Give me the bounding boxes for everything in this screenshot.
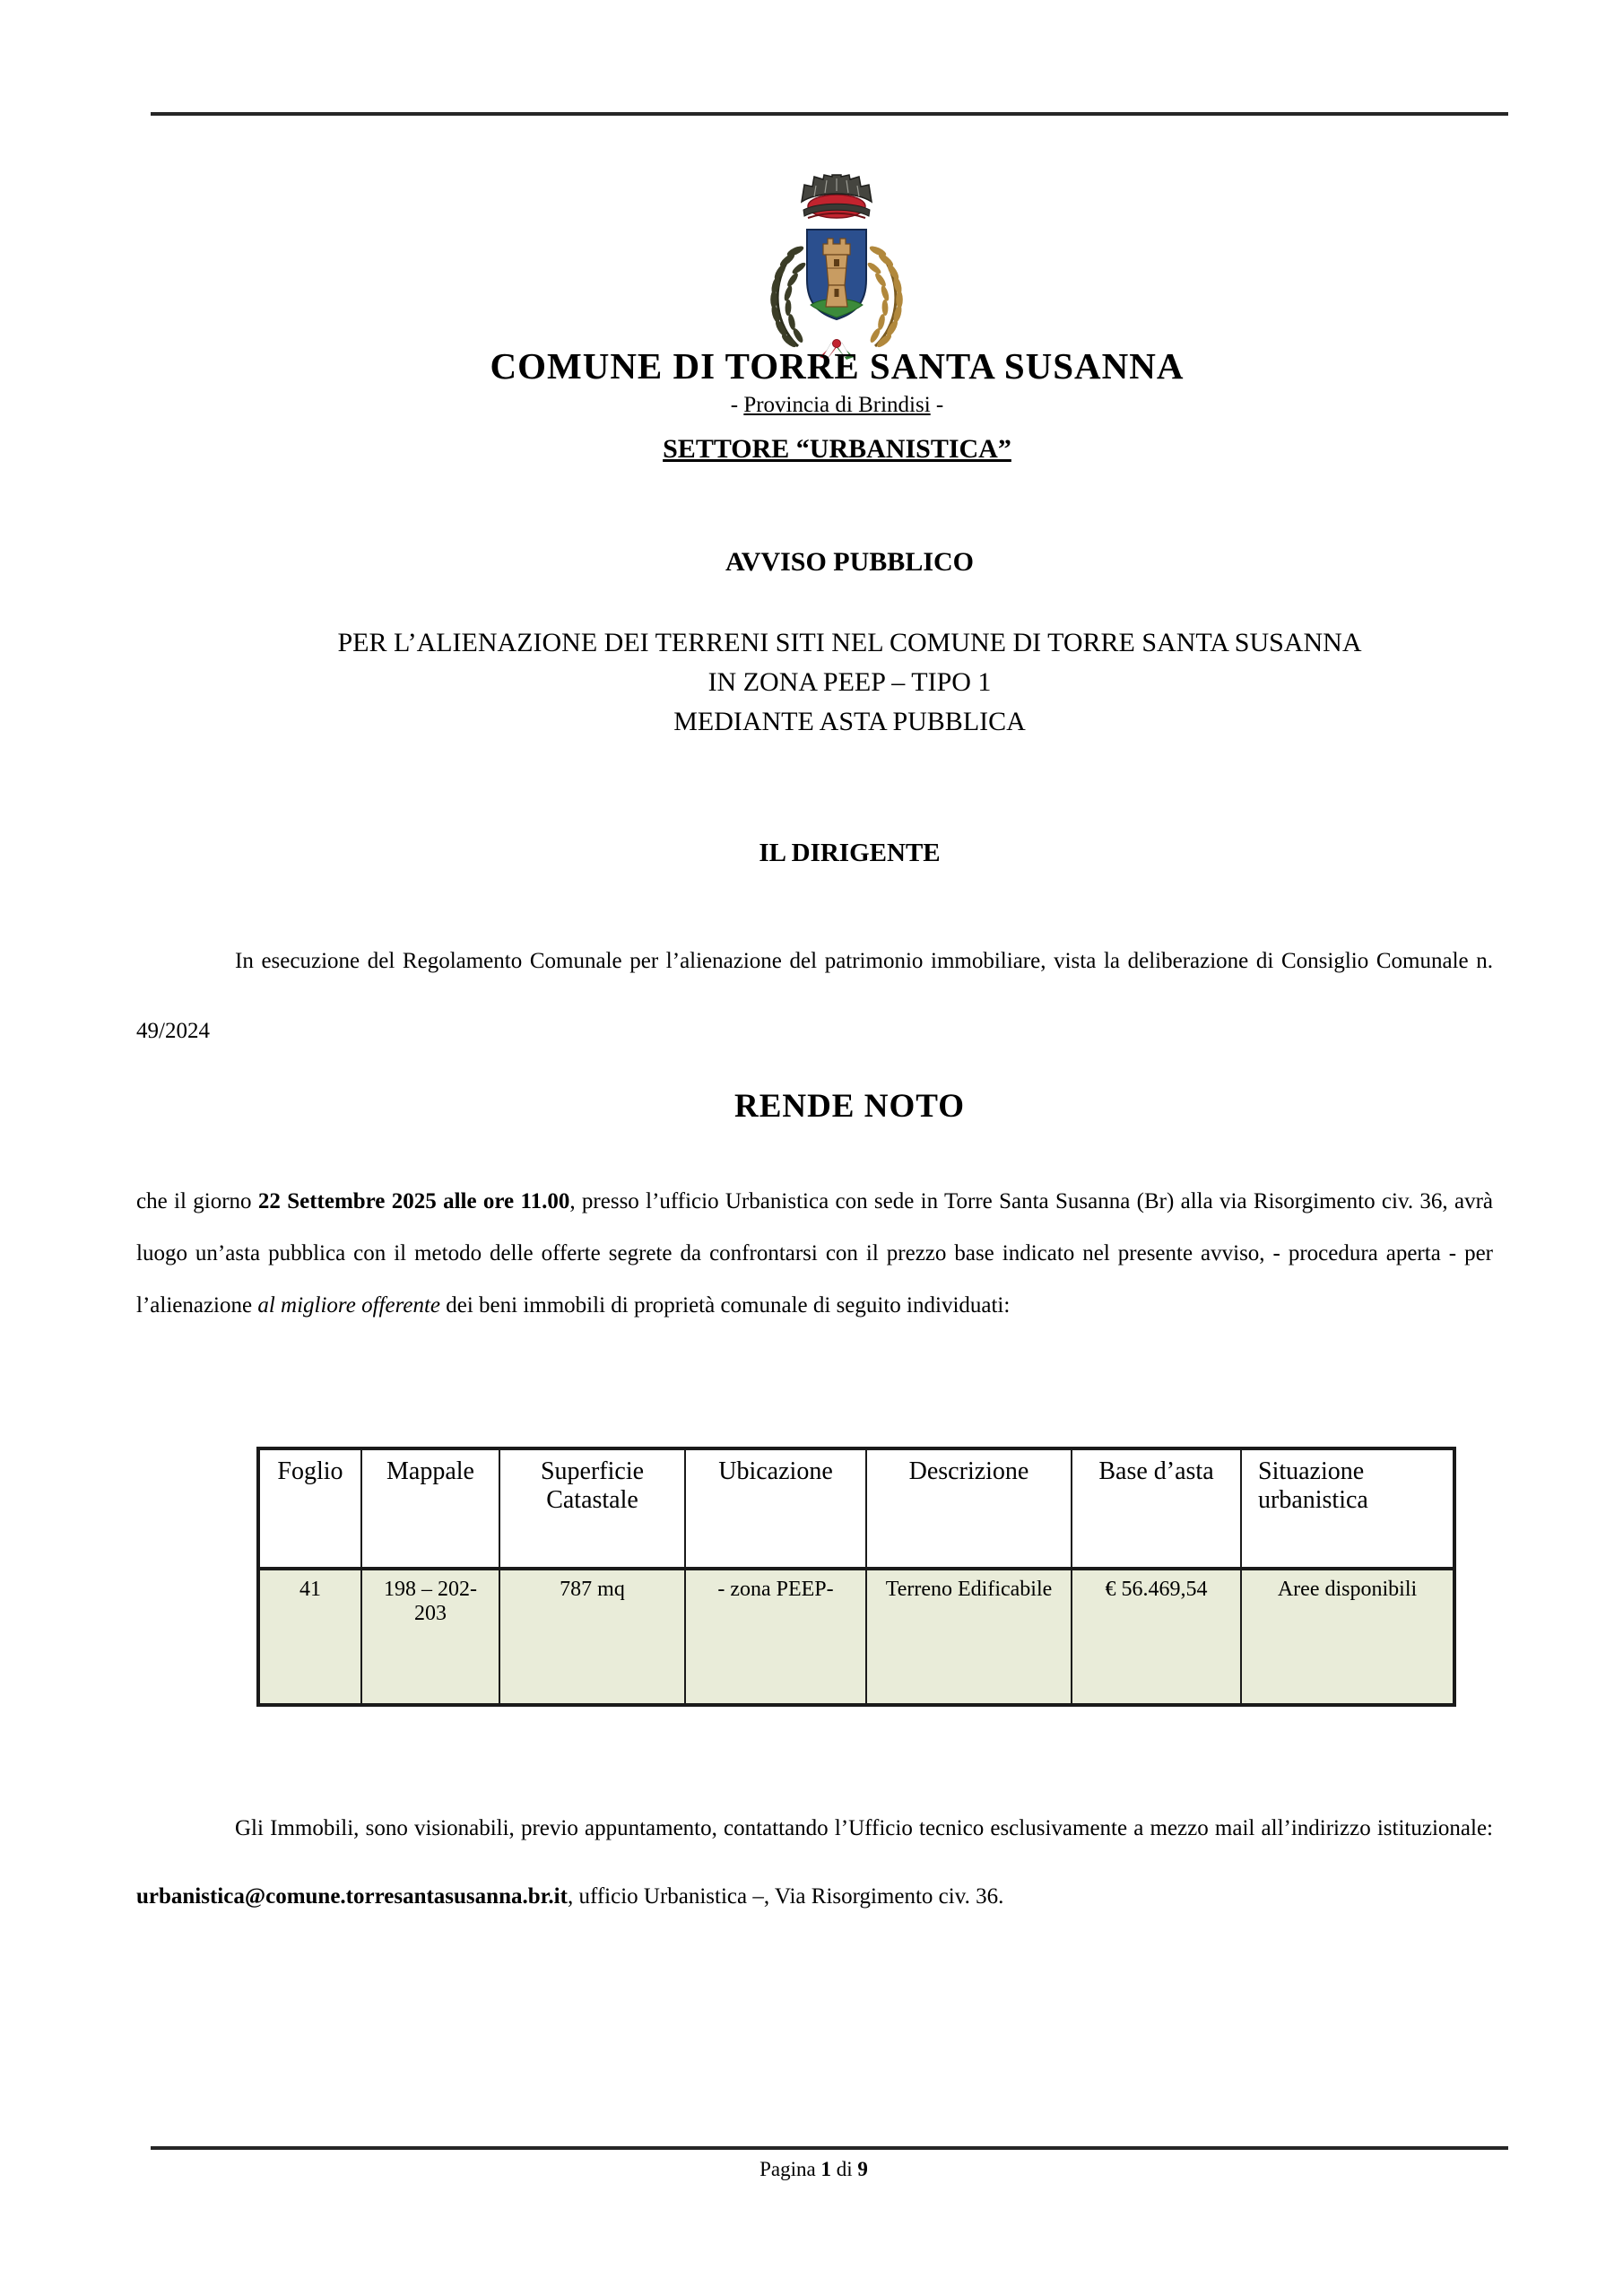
auction-best-bidder: al migliore offerente [257, 1293, 441, 1318]
province-suffix: - [930, 393, 944, 417]
cell-descrizione: Terreno Edificabile [866, 1569, 1072, 1705]
subject-line-1: PER L’ALIENAZIONE DEI TERRENI SITI NEL COMUNE DI TORRE SANTA SUSANNA [337, 628, 1362, 657]
municipality-title: COMUNE DI TORRE SANTA SUSANNA [490, 345, 1185, 387]
parcels-table [256, 1447, 1456, 1707]
laurel-right-icon [866, 244, 903, 349]
notice-title: AVVISO PUBBLICO [725, 547, 975, 577]
cell-ubicazione: - zona PEEP- [685, 1569, 866, 1705]
announce-heading: RENDE NOTO [733, 1088, 966, 1125]
header-rule [151, 112, 1508, 116]
auction-text-2: , presso l’ufficio Urbanistica con sede in Torre Santa Susanna (Br) alla via Risorgimento civ. 36, avrà luogo un’asta pubblica con il metodo delle offerte segrete da confrontarsi con il prezzo base indicato nel presente avviso, - procedura aperta - per l’alienazione [136, 1189, 1493, 1318]
notice-subject [170, 623, 1529, 742]
province-prefix: - [730, 393, 744, 417]
parcel-row [258, 1569, 1454, 1705]
header-cell-mappale: Mappale [361, 1448, 499, 1569]
header-cell-foglio: Foglio [258, 1448, 361, 1569]
header-cell-situazione: Situazione urbanistica [1241, 1448, 1454, 1569]
header-cell-descrizione: Descrizione [866, 1448, 1072, 1569]
shield-icon [807, 230, 866, 319]
visit-paragraph [136, 1795, 1493, 1931]
subject-line-3: MEDIANTE ASTA PUBBLICA [673, 707, 1026, 736]
footer-rule [151, 2146, 1508, 2150]
header-cell-ubicazione: Ubicazione [685, 1448, 866, 1569]
visit-email: urbanistica@comune.torresantasusanna.br.it [136, 1884, 568, 1909]
auction-paragraph [136, 1176, 1493, 1332]
premise-paragraph: In esecuzione del Regolamento Comunale per l’alienazione del patrimonio immobiliare, vista la deliberazione di Consiglio Comunale n. 49/2024 [136, 949, 1493, 1043]
auction-text-3: dei beni immobili di proprietà comunale di seguito individuati: [440, 1293, 1011, 1318]
coat-of-arms-graphic [751, 174, 922, 362]
sector-heading: SETTORE “URBANISTICA” [663, 434, 1011, 464]
footer-separator: di [830, 2158, 858, 2180]
page-footer [135, 2158, 1493, 2181]
mural-crown-icon [802, 175, 872, 218]
cell-situazione: Aree disponibili [1241, 1569, 1454, 1705]
auction-date-time: 22 Settembre 2025 alle ore 11.00 [257, 1189, 570, 1213]
tower-icon [823, 239, 850, 307]
province-name: Provincia di Brindisi [743, 393, 931, 417]
footer-total-pages: 9 [857, 2158, 868, 2180]
footer-page-number: 1 [820, 2158, 831, 2180]
province-line [158, 393, 1516, 418]
laurel-left-icon [770, 244, 807, 349]
visit-text-2: , ufficio Urbanistica –, Via Risorgimento civ. 36. [567, 1884, 1004, 1909]
visit-text-1: Gli Immobili, sono visionabili, previo appuntamento, contattando l’Ufficio tecnico esclusivamente a mezzo mail all’indirizzo istituzionale: [235, 1816, 1493, 1840]
coat-of-arms [751, 174, 922, 362]
issuer-heading: IL DIRIGENTE [759, 839, 941, 867]
table-header-row [258, 1448, 1454, 1569]
cell-superficie: 787 mq [499, 1569, 685, 1705]
cell-base-asta: € 56.469,54 [1072, 1569, 1241, 1705]
header-cell-base-asta: Base d’asta [1072, 1448, 1241, 1569]
subject-line-2: IN ZONA PEEP – TIPO 1 [707, 667, 992, 697]
cell-mappale: 198 – 202-203 [361, 1569, 499, 1705]
cell-foglio: 41 [258, 1569, 361, 1705]
footer-label: Pagina [759, 2158, 821, 2180]
header-cell-superficie: Superficie Catastale [499, 1448, 685, 1569]
auction-text-1: che il giorno [136, 1189, 258, 1213]
